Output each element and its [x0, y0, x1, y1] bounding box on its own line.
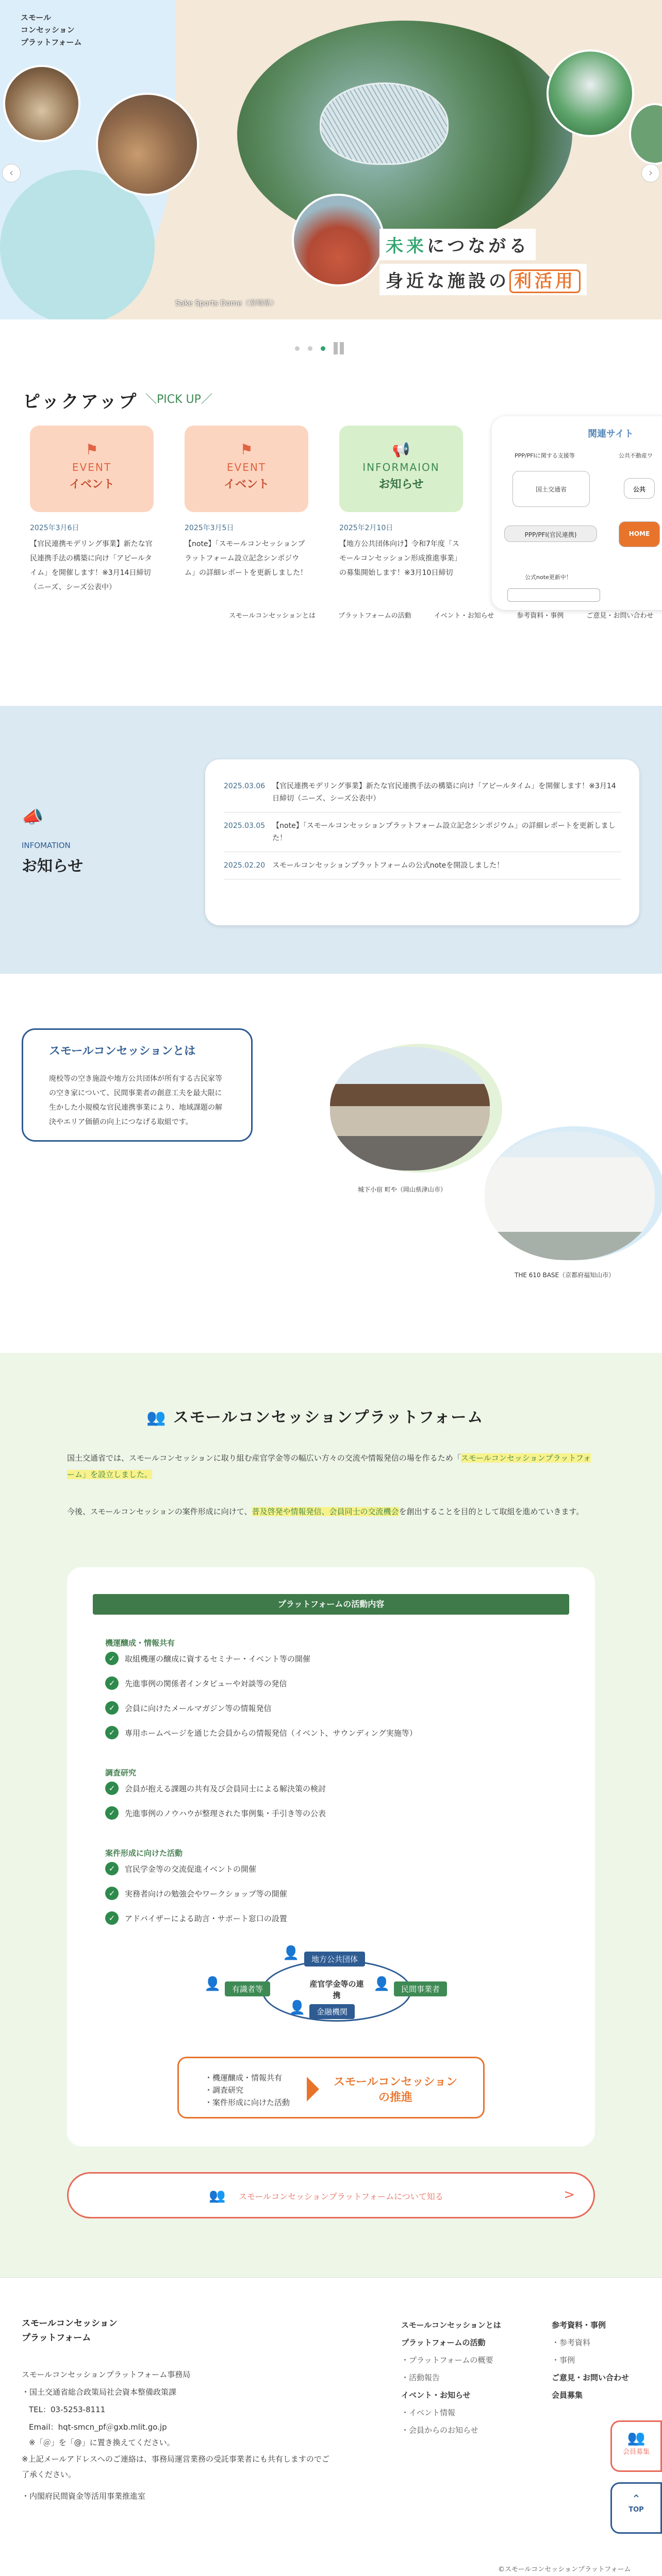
site-logo[interactable]: スモール コンセッション プラットフォーム [21, 13, 82, 47]
person-icon: 👤 [289, 2000, 306, 2015]
footer-dept: ・国土交通省総合政策局社会資本整備政策課 [22, 2387, 177, 2397]
dome-shape [320, 82, 449, 165]
pickup-card[interactable]: 📢 INFORMAION お知らせ 2025年2月10日 【地方公共団体向け】令和7年度「スモールコンセッション形成推進事業」の募集開始します！※3月10日締切 [339, 426, 463, 580]
platform-link-label: スモールコンセッションプラットフォームについて知る [239, 2192, 443, 2201]
footer-link[interactable]: ・プラットフォームの概要 [401, 2355, 493, 2365]
footer-link[interactable]: ・会員からのお知らせ [401, 2426, 478, 2435]
section-heading: 機運醸成・情報共有 [105, 1638, 175, 1648]
footer-link[interactable]: ・参考資料 [552, 2338, 591, 2347]
chevron-up-icon: ⌃ [631, 2493, 641, 2506]
pickup-card[interactable]: ⚑ EVENT イベント 2025年3月5日 【note】「スモールコンセッションプラットフォーム設立記念シンポジウム」の詳細レポートを更新しました！ [185, 426, 308, 580]
check-icon: ✓ [105, 1862, 119, 1875]
hero-photo-event [547, 49, 634, 137]
hero-photo-track [292, 194, 385, 286]
check-icon: ✓ [105, 1652, 119, 1665]
hero-copy-line1: 未来につながる [379, 229, 536, 260]
related-label: 公共不動産ワ [619, 452, 653, 459]
activity-item: ✓ 専用ホームページを通じた会員からの情報発信（イベント、サウンディング実施等） [105, 1726, 417, 1739]
people-icon: 👥 [209, 2188, 226, 2204]
related-logo-home[interactable]: HOME [619, 521, 660, 547]
slider-prev-button[interactable]: ‹ [2, 164, 21, 182]
news-list [205, 759, 639, 925]
related-title: 関連サイト [588, 429, 634, 439]
photo2-caption: THE 610 BASE（京都府福知山市） [515, 1272, 615, 1279]
pickup-title: ピックアップ [23, 392, 139, 412]
photo-machiya [330, 1047, 490, 1171]
node-experts: 有識者等 [225, 1981, 270, 1996]
news-label-ja: お知らせ [22, 857, 84, 875]
news-item[interactable]: 2025.03.06 【官民連携モデリング事業】新たな官民連携手法の構築に向け「アピールタイム」を開催します！※3月14日締切（ニーズ、シーズ公表中） [224, 773, 621, 812]
note-link-box[interactable] [507, 588, 600, 602]
footer-cabinet: ・内閣府民間資金等活用事業推進室 [22, 2492, 146, 2501]
footer-link[interactable]: 参考資料・事例 [552, 2320, 606, 2330]
hero-photo-side [629, 103, 662, 165]
footer-tel: TEL：03-5253-8111 [29, 2405, 106, 2414]
card-text: 【note】「スモールコンセッションプラットフォーム設立記念シンポジウム」の詳細レポートを更新しました！ [185, 540, 307, 577]
pause-icon[interactable] [334, 342, 345, 354]
activity-item: ✓ 官民学金等の交流促進イベントの開催 [105, 1862, 256, 1875]
slider-dot[interactable] [295, 346, 300, 351]
footer-nav-col1 [401, 2316, 501, 2439]
footer-link[interactable]: 会員募集 [552, 2391, 583, 2400]
footer-link[interactable]: スモールコンセッションとは [401, 2320, 501, 2330]
related-logo-public[interactable]: 公共 [624, 478, 655, 499]
tab-resources[interactable]: 参考資料・事例 [517, 612, 564, 620]
footer-email: Email：hqt-smcn_pf＠gxb.mlit.go.jp [29, 2422, 167, 2432]
related-sites-panel [492, 416, 662, 610]
activity-item: ✓ 会員が抱える課題の共有及び会員同士による解決策の検討 [105, 1782, 326, 1795]
slider-dot[interactable] [308, 346, 312, 351]
pickup-subtitle: ＼PICK UP／ [145, 393, 212, 406]
tab-about[interactable]: スモールコンセッションとは [229, 612, 316, 620]
photo-610-base [485, 1131, 655, 1260]
people-icon: 👥 [146, 1409, 167, 1427]
activity-item: ✓ アドバイザーによる助言・サポート窓口の設置 [105, 1911, 287, 1925]
activity-item: ✓ 先進事例の関係者インタビューや対談等の発信 [105, 1676, 287, 1690]
platform-more-link[interactable] [67, 2172, 595, 2218]
footer-logo[interactable]: スモールコンセッション プラットフォーム [22, 2318, 118, 2343]
activity-item: ✓ 取組機運の醸成に資するセミナー・イベント等の開催 [105, 1652, 310, 1665]
platform-goal: 今後、スモールコンセッションの案件形成に向けて、普及啓発や情報発信、会員同士の交流機会を創出することを目的として取組を進めていきます。 [67, 1507, 584, 1516]
diagram-center-label: 産官学金等の連携 [309, 1979, 364, 2000]
person-icon: 👤 [283, 1945, 300, 1961]
check-icon: ✓ [105, 1911, 119, 1925]
footer-link[interactable]: ・イベント情報 [401, 2408, 456, 2417]
megaphone-icon: 📣 [22, 807, 44, 827]
related-label: PPP/PFIに関する支援等 [515, 452, 575, 459]
card-date: 2025年3月6日 [30, 524, 79, 532]
tab-contact[interactable]: ご意見・お問い合わせ [586, 612, 654, 620]
footer-email-note2: ※上記メールアドレスへのご連絡は、事務局運営業務の受託事業者にも共有しますのでご了承ください。 [22, 2454, 329, 2479]
node-private: 民間事業者 [394, 1981, 447, 1996]
hero-caption: Sake Sports Dome（宮崎県） [175, 299, 278, 308]
promo-result: スモールコンセッションの推進 [333, 2076, 458, 2104]
activity-item: ✓ 先進事例のノウハウが整理された事例集・手引き等の公表 [105, 1806, 326, 1820]
check-icon: ✓ [105, 1806, 119, 1820]
promo-list: ・機運醸成・情報共有 ・調査研究 ・案件形成に向けた活動 [205, 2073, 290, 2107]
platform-intro: 国土交通省では、スモールコンセッションに取り組む産官学金等の幅広い方々の交流や情報発信の場を作るため「スモールコンセッションプラットフォーム」を設立しました。 [67, 1453, 591, 1479]
card-text: 【地方公共団体向け】令和7年度「スモールコンセッション形成推進事業」の募集開始します！※3月10日締切 [339, 540, 461, 577]
slider-dots [295, 342, 345, 354]
flag-icon: ⚑ [85, 441, 98, 458]
footer-office: スモールコンセッションプラットフォーム事務局 [22, 2370, 191, 2379]
check-icon: ✓ [105, 1726, 119, 1739]
tab-activity[interactable]: プラットフォームの活動 [338, 612, 411, 620]
copyright: ©スモールコンセッションプラットフォーム [498, 2566, 631, 2573]
member-recruit-button[interactable]: 👥 会員募集 [610, 2420, 662, 2472]
about-title: スモールコンセッションとは [49, 1045, 196, 1058]
news-item[interactable]: 2025.03.05 【note】「スモールコンセッションプラットフォーム設立記念シンポジウム」の詳細レポートを更新しました！ [224, 812, 621, 852]
node-finance: 金融機関 [309, 2004, 355, 2019]
footer-link[interactable]: ・事例 [552, 2355, 575, 2365]
arrow-right-icon [307, 2077, 319, 2102]
megaphone-icon: 📢 [392, 441, 410, 458]
check-icon: ✓ [105, 1782, 119, 1795]
hero-main-photo [237, 21, 572, 247]
related-logo-ppp[interactable]: PPP/PFI(官民連携) [504, 526, 597, 542]
related-logo-mlit[interactable]: 国土交通省 [512, 471, 590, 507]
news-item[interactable]: 2025.02.20 スモールコンセッションプラットフォームの公式noteを開設しました！ [224, 852, 621, 879]
hero-copy-line2: 身近な施設の 利活用 [379, 264, 587, 295]
news-label-en: INFOMATION [22, 841, 71, 850]
chevron-right-icon: > [564, 2187, 575, 2202]
hero-photo-room [3, 65, 80, 142]
footer-link[interactable]: ご意見・お問い合わせ [552, 2373, 630, 2382]
note-link[interactable]: 公式note更新中！ [525, 574, 572, 581]
platform-title: 👥 スモールコンセッションプラットフォーム [146, 1409, 484, 1427]
footer-link[interactable]: ・活動報告 [401, 2373, 440, 2382]
promotion-box [177, 2057, 485, 2119]
hero-slider [0, 0, 662, 319]
footer-link[interactable]: プラットフォームの活動 [401, 2338, 486, 2347]
node-local-gov: 地方公共団体 [304, 1952, 365, 1967]
people-icon: 👥 [627, 2429, 646, 2446]
card-date: 2025年3月5日 [185, 524, 234, 532]
pickup-card[interactable]: ⚑ EVENT イベント 2025年3月6日 【官民連携モデリング事業】新たな官民連携手法の構築に向け「アピールタイム」を開催します！※3月14日締切（ニーズ、シーズ公表中） [30, 426, 154, 595]
about-box [22, 1028, 253, 1142]
check-icon: ✓ [105, 1887, 119, 1900]
footer-email-note: ※「＠」を「@」に置き換えてください。 [29, 2438, 175, 2447]
footer-nav-col2 [552, 2316, 629, 2404]
tab-events[interactable]: イベント・お知らせ [434, 612, 494, 620]
nav-tabs [229, 610, 653, 620]
activity-item: ✓ 実務者向けの勉強会やワークショップ等の開催 [105, 1887, 287, 1900]
section-heading: 調査研究 [105, 1768, 137, 1777]
section-heading: 案件形成に向けた活動 [105, 1849, 183, 1858]
person-icon: 👤 [373, 1976, 390, 1992]
check-icon: ✓ [105, 1701, 119, 1715]
back-to-top-button[interactable]: ⌃ TOP [610, 2482, 662, 2534]
card-date: 2025年2月10日 [339, 524, 393, 532]
person-icon: 👤 [204, 1976, 221, 1992]
about-body: 廃校等の空き施設や地方公共団体が所有する古民家等の空き家について、民間事業者の創意工夫を最大限に生かした小規模な官民連携事業により、地域課題の解決やエリア価値の向上につなげる取組です。 [49, 1075, 222, 1126]
hero-photo-interior [96, 93, 199, 196]
photo1-caption: 城下小宿 町や（岡山県津山市） [358, 1186, 446, 1193]
footer-link[interactable]: イベント・お知らせ [401, 2391, 471, 2400]
check-icon: ✓ [105, 1676, 119, 1690]
activity-box-title: プラットフォームの活動内容 [93, 1594, 569, 1615]
slider-dot-active[interactable] [321, 346, 325, 351]
slider-next-button[interactable]: › [641, 164, 660, 182]
activity-item: ✓ 会員に向けたメールマガジン等の情報発信 [105, 1701, 271, 1715]
flag-icon: ⚑ [240, 441, 253, 458]
card-text: 【官民連携モデリング事業】新たな官民連携手法の構築に向け「アピールタイム」を開催します！※3月14日締切（ニーズ、シーズ公表中） [30, 540, 153, 591]
